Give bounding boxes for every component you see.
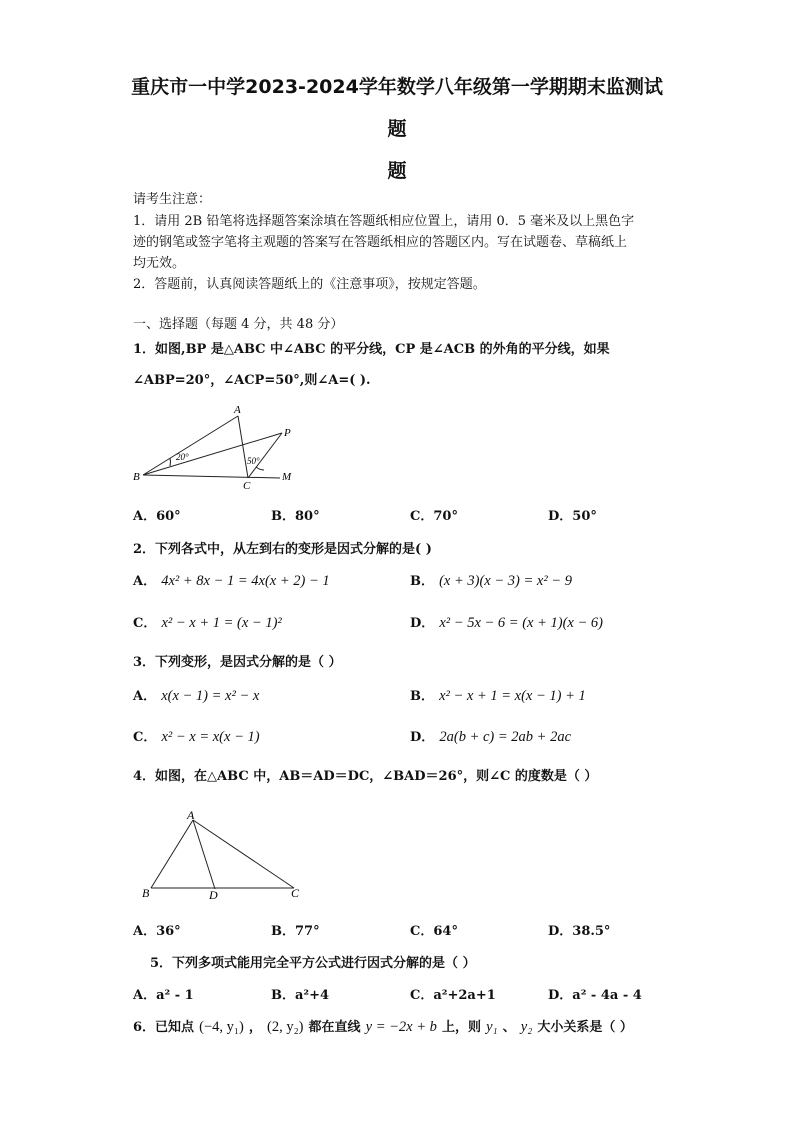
q4-segment-ad	[193, 820, 215, 889]
q5-option-c: C．a²+2a+1	[410, 988, 496, 1003]
q1-stem-line2: ∠ABP=20°，∠ACP=50°,则∠A=( ).	[133, 373, 371, 388]
q6-stem	[133, 1016, 633, 1036]
q1-segment-bm	[143, 475, 280, 478]
q1-figure	[130, 400, 310, 495]
q4-option-c: C．64°	[410, 924, 458, 939]
q6-point2: (2, y₂)	[266, 1019, 304, 1035]
notice-item1-line1: 1．请用 2B 铅笔将选择题答案涂填在答题纸相应位置上，请用 0．5 毫米及以上黑色字	[133, 214, 635, 229]
q2-option-c	[133, 612, 282, 632]
notice-item1-line3: 均无效。	[133, 256, 186, 271]
q1-segment-ac	[238, 416, 248, 478]
notice-item1-line2: 迹的钢笔或签字笔将主观题的答案写在答题纸相应的答题区内。写在试题卷、草稿纸上	[133, 235, 628, 250]
q3-option-b	[410, 685, 586, 705]
q5-option-a: A．a² - 1	[133, 988, 194, 1003]
q6-sep: ，	[248, 1020, 262, 1035]
q5-option-b: B．a²+4	[271, 988, 330, 1003]
section-heading: 一、选择题（每题 4 分，共 48 分）	[133, 317, 344, 332]
q3-stem: 3．下列变形，是因式分解的是（ ）	[133, 655, 342, 670]
q1-label-p: P	[284, 427, 291, 439]
q4-stem: 4．如图，在△ABC 中，AB＝AD＝DC，∠BAD＝26°，则∠C 的度数是（ ）	[133, 769, 598, 784]
q6-mid2: 上，则	[441, 1020, 481, 1035]
q6-y2: y₂	[520, 1019, 533, 1035]
q1-label-c: C	[243, 480, 251, 492]
q4-option-a: A．36°	[133, 924, 181, 939]
q6-suffix: 大小关系是（ ）	[537, 1020, 633, 1035]
q3-option-c-letter: C．	[133, 730, 157, 745]
q4-option-b: B．77°	[271, 924, 320, 939]
q4-label-a: A	[187, 808, 195, 822]
q6-point1: (−4, y₁)	[199, 1019, 244, 1035]
q3-option-d-letter: D．	[410, 730, 435, 745]
q6-y1: y₁	[486, 1019, 498, 1035]
q2-option-d	[410, 612, 603, 632]
q3-option-a	[133, 685, 259, 705]
q1-label-b: B	[133, 471, 140, 483]
q4-option-d: D．38.5°	[548, 924, 611, 939]
q5-option-d: D．a² - 4a - 4	[548, 988, 642, 1003]
page-title-line1: 重庆市一中学2023-2024学年数学八年级第一学期期末监测试	[131, 76, 663, 98]
q3-option-d-expr: 2a(b + c) = 2ab + 2ac	[439, 729, 572, 745]
q2-option-a-letter: A．	[133, 574, 157, 589]
q1-angle-arc-c	[256, 467, 264, 470]
q3-option-b-letter: B．	[410, 689, 434, 704]
q6-comma: 、	[502, 1020, 516, 1035]
q6-line-equation: y = −2x + b	[365, 1019, 437, 1035]
q3-option-a-letter: A．	[133, 689, 157, 704]
q1-option-d: D．50°	[548, 509, 597, 524]
q2-option-a	[133, 570, 330, 590]
q1-segment-bp	[143, 433, 282, 475]
q2-option-b-expr: (x + 3)(x − 3) = x² − 9	[439, 573, 572, 589]
q1-segment-ba	[143, 416, 238, 475]
notice-heading: 请考生注意：	[133, 192, 212, 207]
q2-option-b	[410, 570, 572, 590]
q2-option-c-letter: C．	[133, 616, 157, 631]
q6-prefix: 6．已知点	[133, 1020, 195, 1035]
q1-angle-label-20: 20°	[176, 452, 189, 462]
q1-label-a: A	[234, 404, 241, 416]
page-title-line2: 题	[387, 118, 407, 140]
q1-option-a: A．60°	[133, 509, 181, 524]
q3-option-c	[133, 726, 260, 746]
q1-option-c: C．70°	[410, 509, 458, 524]
q3-option-b-expr: x² − x + 1 = x(x − 1) + 1	[439, 688, 586, 704]
q2-option-b-letter: B．	[410, 574, 434, 589]
q5-stem: 5．下列多项式能用完全平方公式进行因式分解的是（ ）	[150, 956, 476, 971]
q2-option-d-expr: x² − 5x − 6 = (x + 1)(x − 6)	[439, 615, 603, 631]
q4-label-b: B	[142, 886, 150, 900]
q4-label-d: D	[209, 888, 218, 902]
q2-option-c-expr: x² − x + 1 = (x − 1)²	[161, 615, 282, 631]
page-title-line3: 题	[387, 160, 407, 182]
q4-figure	[138, 805, 313, 905]
notice-item2: 2．答题前，认真阅读答题纸上的《注意事项》，按规定答题。	[133, 277, 486, 292]
q1-stem-line1: 1．如图,BP 是△ABC 中∠ABC 的平分线，CP 是∠ACB 的外角的平分线，如果	[133, 342, 610, 357]
q6-mid: 都在直线	[308, 1020, 361, 1035]
q1-label-m: M	[282, 471, 292, 483]
q4-segment-ac	[193, 820, 294, 888]
q3-option-d	[410, 726, 571, 746]
q3-option-c-expr: x² − x = x(x − 1)	[161, 729, 260, 745]
q1-angle-label-50: 50°	[247, 456, 260, 466]
q1-option-b: B．80°	[271, 509, 320, 524]
q2-stem: 2．下列各式中，从左到右的变形是因式分解的是( )	[133, 542, 432, 557]
q4-segment-ab	[151, 820, 193, 888]
q3-option-a-expr: x(x − 1) = x² − x	[161, 688, 260, 704]
q2-option-a-expr: 4x² + 8x − 1 = 4x(x + 2) − 1	[161, 573, 330, 589]
q2-option-d-letter: D．	[410, 616, 435, 631]
q4-label-c: C	[291, 886, 300, 900]
